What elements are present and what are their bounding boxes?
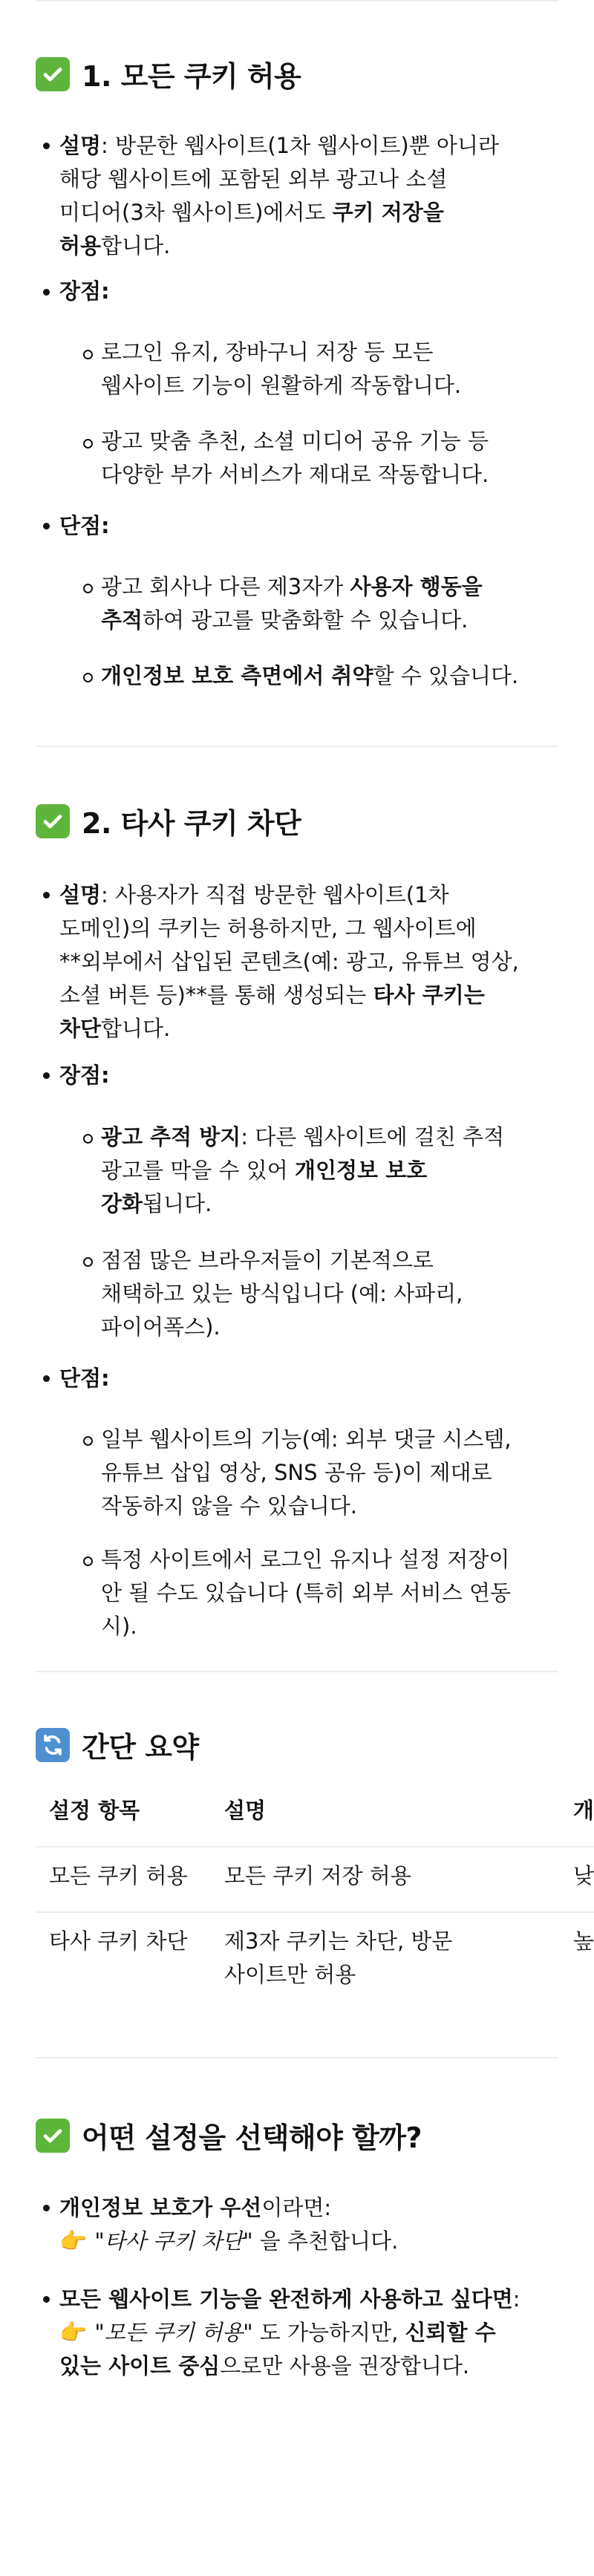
bullet-ring	[83, 350, 93, 359]
description-text: 설명: 사용자가 직접 방문한 웹사이트(1차 도메인)의 쿠키는 허용하지만, 그 웹사이트에 **외부에서 삽입된 콘텐츠(예: 광고, 유튜브 영상, 소셜 버튼 등)**를 통해 생성되는 타사 쿠키는 차단합니다.	[59, 882, 519, 1041]
table-cell-description: 모든 쿠키 저장 허용	[224, 1863, 411, 1888]
check-mark-icon	[36, 804, 70, 838]
refresh-icon	[36, 1728, 70, 1762]
pointing-hand-icon: 👉	[59, 2320, 88, 2346]
table-cell-privacy: 높	[573, 1928, 594, 1954]
recommendation-item: 개인정보 보호가 우선이라면: 👉 "타사 쿠키 차단" 을 추천합니다.	[59, 2191, 398, 2258]
table-row-divider	[36, 1911, 594, 1913]
table-row-divider	[36, 1846, 594, 1848]
divider	[36, 2057, 558, 2058]
bullet-dot	[43, 523, 50, 529]
section-heading	[36, 2115, 422, 2156]
table-cell-setting: 타사 쿠키 차단	[49, 1928, 188, 1954]
bullet-dot	[43, 143, 50, 149]
bullet-dot	[43, 2296, 50, 2303]
check-mark-icon	[36, 57, 70, 91]
divider	[36, 1671, 558, 1672]
section-title: 간단 요약	[82, 1731, 199, 1764]
bullet-ring	[83, 1556, 93, 1566]
pro-item: 로그인 유지, 장바구니 저장 등 모든 웹사이트 기능이 원활하게 작동합니다.	[101, 339, 462, 398]
pointing-hand-icon: 👉	[59, 2228, 88, 2254]
bullet-ring	[83, 1436, 93, 1446]
table-header-description: 설명	[224, 1798, 267, 1823]
con-item: 광고 회사나 다른 제3자가 사용자 행동을 추적하여 광고를 맞춤화할 수 있습니다.	[101, 574, 483, 633]
table-cell-setting: 모든 쿠키 허용	[49, 1863, 188, 1888]
bullet-ring	[83, 1257, 93, 1267]
section-title: 어떤 설정을 선택해야 할까?	[82, 2122, 422, 2154]
table-header-setting: 설정 항목	[49, 1798, 140, 1823]
bullet-ring	[83, 673, 93, 682]
con-item: 일부 웹사이트의 기능(예: 외부 댓글 시스템, 유튜브 삽입 영상, SNS 공유 등)이 제대로 작동하지 않을 수 있습니다.	[101, 1426, 512, 1519]
con-item: 특정 사이트에서 로그인 유지나 설정 저장이 안 될 수도 있습니다 (특히 외부 서비스 연동 시).	[101, 1547, 512, 1639]
bullet-ring	[83, 1134, 93, 1144]
section-title: 1. 모든 쿠키 허용	[82, 60, 301, 93]
bullet-ring	[83, 584, 93, 593]
table-header-privacy: 개	[573, 1798, 594, 1823]
bullet-dot	[43, 892, 50, 899]
section-title: 2. 타사 쿠키 차단	[82, 807, 301, 840]
cons-label: 단점:	[59, 513, 110, 538]
cons-label: 단점:	[59, 1366, 110, 1391]
description-text: 설명: 방문한 웹사이트(1차 웹사이트)뿐 아니라 해당 웹사이트에 포함된 외부 광고나 소셜 미디어(3차 웹사이트)에서도 쿠키 저장을 허용합니다.	[59, 133, 499, 258]
divider	[36, 0, 558, 1]
section-heading	[36, 53, 301, 94]
divider	[36, 746, 558, 747]
table-cell-privacy: 낮	[573, 1863, 594, 1888]
bullet-ring	[83, 439, 93, 449]
table-cell-description: 제3자 쿠키는 차단, 방문 사이트만 허용	[224, 1928, 453, 1987]
check-mark-icon	[36, 2119, 70, 2153]
pros-label: 장점:	[59, 278, 110, 304]
con-item: 개인정보 보호 측면에서 취약할 수 있습니다.	[101, 663, 519, 688]
bullet-dot	[43, 1375, 50, 1382]
pro-item: 광고 맞춤 추천, 소셜 미디어 공유 기능 등 다양한 부가 서비스가 제대로 작동합니다.	[101, 428, 489, 487]
recommendation-item: 모든 웹사이트 기능을 완전하게 사용하고 싶다면: 👉 "모든 쿠키 허용" 도 가능하지만, 신뢰할 수 있는 사이트 중심으로만 사용을 권장합니다.	[59, 2286, 520, 2378]
section-heading	[36, 800, 301, 841]
bullet-dot	[43, 2205, 50, 2211]
pros-label: 장점:	[59, 1063, 110, 1088]
bullet-dot	[43, 289, 50, 296]
section-heading	[36, 1724, 199, 1765]
pro-item: 점점 많은 브라우저들이 기본적으로 채택하고 있는 방식입니다 (예: 사파리, 파이어폭스).	[101, 1248, 463, 1340]
pro-item: 광고 추적 방지: 다른 웹사이트에 걸친 추적 광고를 막을 수 있어 개인정보 보호 강화됩니다.	[101, 1124, 505, 1216]
bullet-dot	[43, 1072, 50, 1079]
